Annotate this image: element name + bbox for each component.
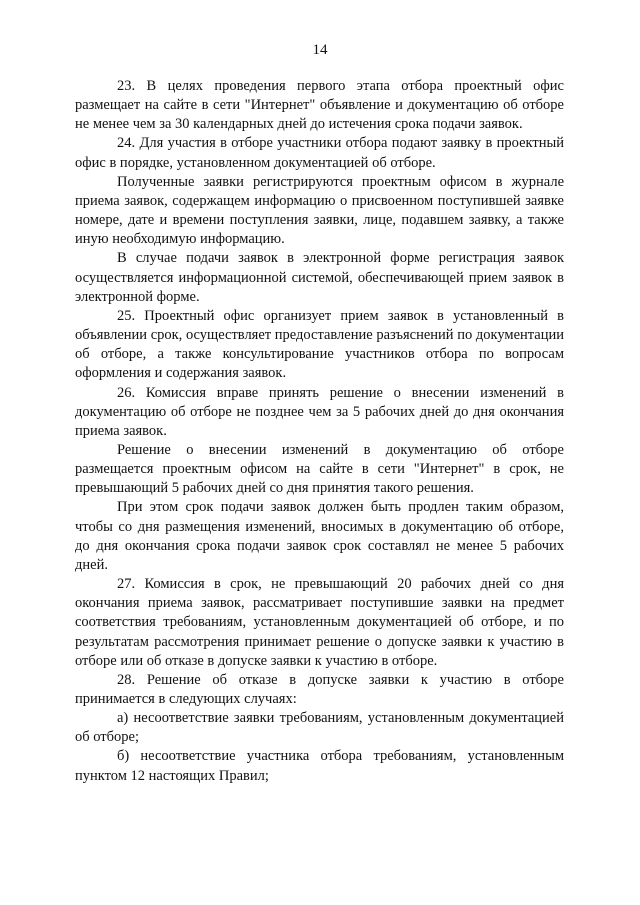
page-number: 14 [312, 42, 328, 58]
paragraph-24-electronic: В случае подачи заявок в электронной форме регистрация заявок осуществляется информационной системой, обеспечивающей прием заявок в электронной форме. [75, 250, 564, 305]
paragraph-26-extension: При этом срок подачи заявок должен быть продлен таким образом, чтобы со дня размещения изменений, вносимых в документацию об отборе, до дня окончания срока подачи заявок срок составлял не менее 5 рабочих дней. [75, 499, 564, 573]
paragraph-28-item-b: б) несоответствие участника отбора требованиям, установленным пунктом 12 настоящих Правил; [75, 748, 564, 784]
paragraph-25: 25. Проектный офис организует прием заявок в установленный в объявлении срок, осуществляет предоставление разъяснений по документации об отборе, а также консультирование участников отбора по вопросам оформления и содержания заявок. [75, 307, 564, 382]
paragraph-23: 23. В целях проведения первого этапа отбора проектный офис размещает на сайте в сети "Интернет" объявление и документацию об отборе не менее чем за 30 календарных дней до истечения срока подачи заявок. [75, 78, 564, 133]
paragraph-26-publication: Решение о внесении изменений в документацию об отборе размещается проектным офисом на сайте в сети "Интернет" в срок, не превышающий 5 рабочих дней со дня принятия такого решения. [75, 441, 564, 497]
paragraph-28: 28. Решение об отказе в допуске заявки к участию в отборе принимается в следующих случаях: [75, 671, 564, 707]
paragraph-24: 24. Для участия в отборе участники отбора подают заявку в проектный офис в порядке, установленном документацией об отборе. [75, 135, 564, 171]
paragraph-27: 27. Комиссия в срок, не превышающий 20 рабочих дней со дня окончания приема заявок, рассматривает поступившие заявки на предмет соответствия требованиям, установленным документацией об отборе, и по результатам рассмотрения принимает решение о допуске заявки к участию в отборе или об отказе в допуске заявки к участию в отборе. [75, 576, 564, 669]
paragraph-26: 26. Комиссия вправе принять решение о внесении изменений в документацию об отборе не позднее чем за 5 рабочих дней до дня окончания приема заявок. [75, 384, 564, 439]
paragraph-28-item-a: а) несоответствие заявки требованиям, установленным документацией об отборе; [75, 710, 564, 746]
paragraph-24-registration: Полученные заявки регистрируются проектным офисом в журнале приема заявок, содержащем информацию о присвоенном поступившей заявке номере, дате и времени поступления заявки, лице, подавшем заявку, а также иную необходимую информацию. [75, 173, 564, 248]
document-body [75, 77, 564, 786]
